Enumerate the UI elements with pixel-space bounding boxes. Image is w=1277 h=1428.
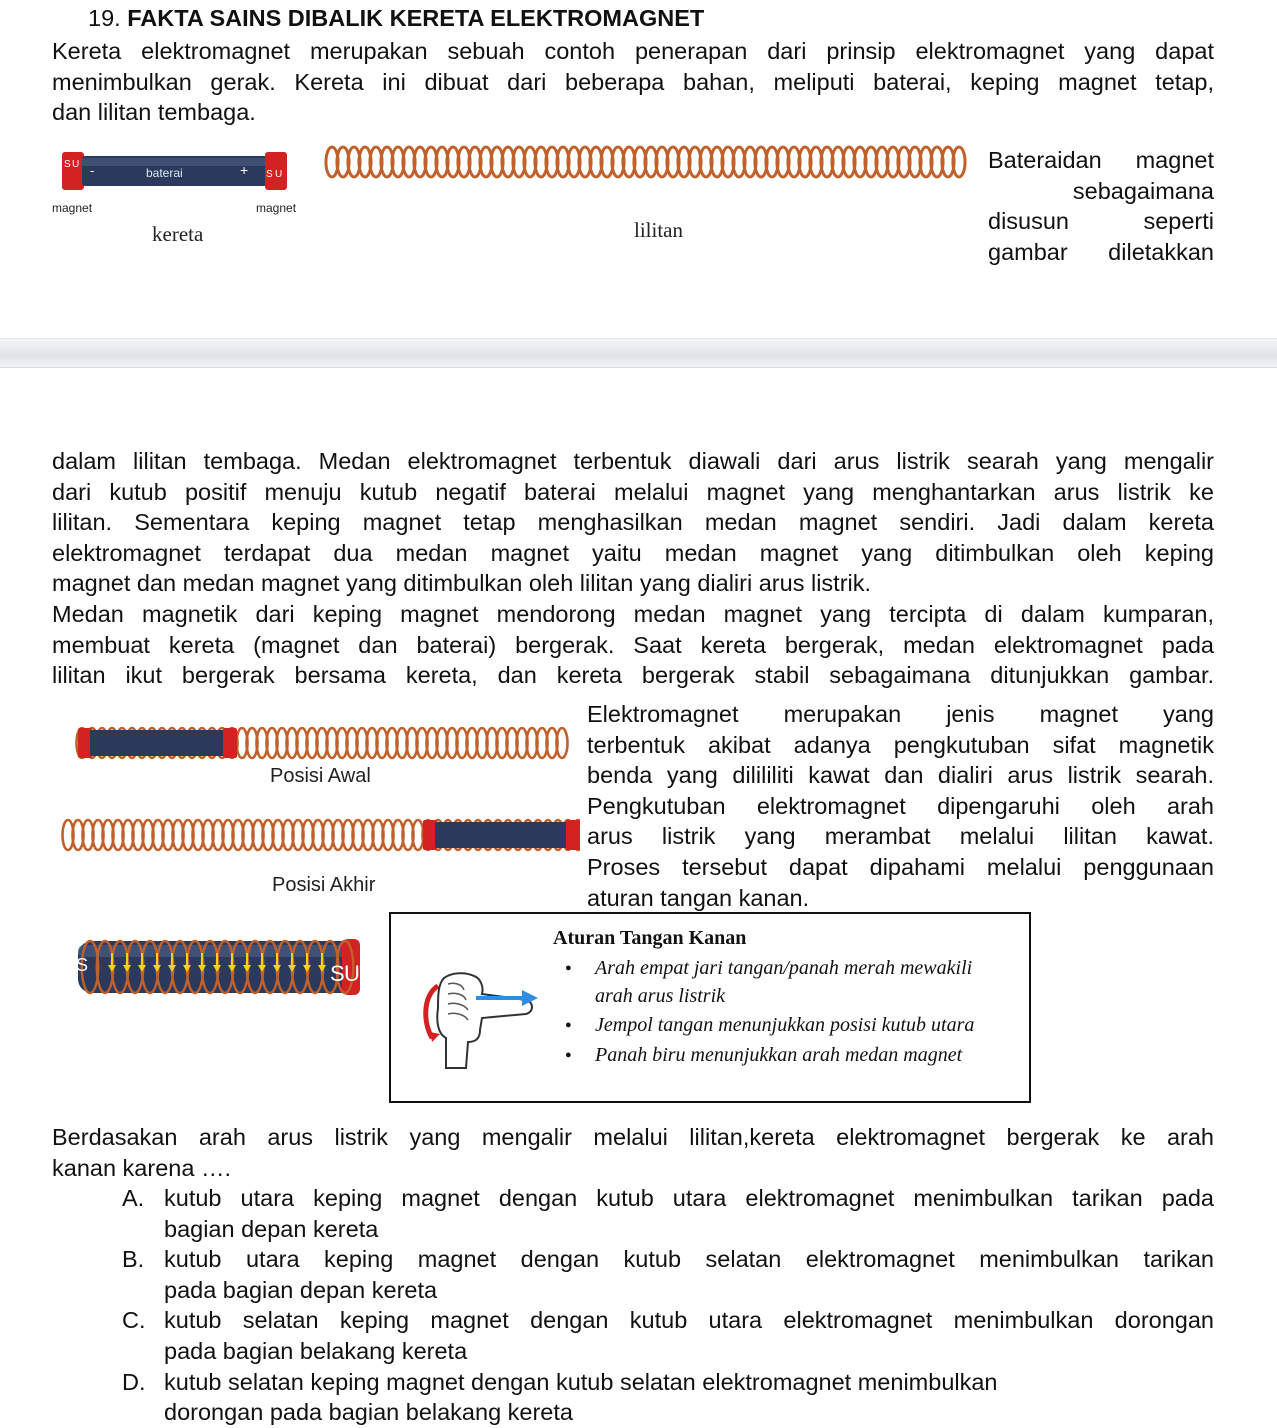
battery-label: baterai	[146, 166, 183, 180]
coil-graphic	[326, 147, 965, 177]
option-text: pada bagian belakang kereta	[164, 1337, 468, 1364]
coil-closeup-diagram	[72, 925, 372, 1005]
question-title	[88, 5, 704, 32]
posisi-awal-label: Posisi Awal	[270, 765, 371, 787]
train-label: kereta	[152, 222, 204, 246]
explanation-line: magnet dan medan magnet yang ditimbulkan oleh lilitan yang dialiri arus listrik.	[52, 570, 872, 597]
side2-line: Elektromagnet merupakan jenis magnet yang	[587, 701, 1214, 727]
option-letter: B.	[122, 1246, 145, 1273]
side2-line: terbentuk akibat adanya pengkutuban sifat magnetik	[587, 731, 1214, 758]
rule-item: ● Panah biru menunjukkan arah medan magnet	[565, 1042, 1005, 1070]
closeup-pole-s-right: S	[330, 961, 345, 986]
rule-item: ● Arah empat jari tangan/panah merah mewakili arah arus listrik	[565, 955, 1005, 1010]
hand-icon	[418, 968, 543, 1078]
option-text: bagian depan kereta	[164, 1215, 379, 1242]
magnet-label-right: magnet	[256, 201, 297, 215]
question-title-text: FAKTA SAINS DIBALIK KERETA ELEKTROMAGNET	[127, 5, 705, 31]
rule-title: Aturan Tangan Kanan	[553, 927, 747, 949]
side2-line: aturan tangan kanan.	[587, 884, 810, 911]
side2-line: arus listrik yang merambat melalui lilitan kawat.	[587, 823, 1214, 850]
train-graphic	[52, 152, 297, 246]
pole-s-label-right: S	[266, 169, 273, 180]
answer-options	[122, 1183, 1214, 1428]
magnet-label-left: magnet	[52, 201, 93, 215]
question-prompt	[52, 1122, 1214, 1183]
posisi-akhir-label: Posisi Akhir	[272, 874, 376, 896]
right-hand-drawing	[418, 968, 543, 1078]
explanation-line: lilitan ikut bergerak bersama kereta, dan kereta bergerak stabil sebagaimana ditunjukkan gambar.	[52, 662, 1214, 689]
side-line: gambar diletakkan	[988, 238, 1214, 265]
figure-train-coil	[52, 140, 982, 250]
side2-line: Proses tersebut dapat dipahami melalui penggunaan	[587, 853, 1214, 880]
intro-line: dan lilitan tembaga.	[52, 99, 256, 126]
pole-u-label-right: U	[275, 169, 283, 180]
train-coil-diagram	[52, 140, 982, 250]
side-line: disusun seperti	[988, 208, 1214, 235]
minus-sign: -	[90, 163, 95, 178]
question-number: 19.	[88, 5, 121, 31]
option-text: kutub utara keping magnet dengan kutub selatan elektromagnet menimbulkan tarikan	[164, 1246, 1214, 1273]
explanation-line: elektromagnet terdapat dua medan magnet yaitu medan magnet yang ditimbulkan oleh keping	[52, 539, 1214, 566]
explanation-line: Medan magnetik dari keping magnet mendorong medan magnet yang tercipta di dalam kumparan,	[52, 600, 1214, 627]
explanation-line: lilitan. Sementara keping magnet tetap menghasilkan medan magnet sendiri. Jadi dalam kereta	[52, 509, 1214, 536]
intro-line: Kereta elektromagnet merupakan sebuah contoh penerapan dari prinsip elektromagnet yang dapat	[52, 38, 1214, 64]
positions-diagram	[60, 700, 580, 900]
option-text: kutub selatan keping magnet dengan kutub selatan elektromagnet menimbulkan	[164, 1368, 998, 1395]
explanation-line: membuat kereta (magnet dan baterai) bergerak. Saat kereta bergerak, medan elektromagnet pada	[52, 631, 1214, 658]
option-text: dorongan pada bagian belakang kereta	[164, 1399, 573, 1426]
intro-line: menimbulkan gerak. Kereta ini dibuat dari beberapa bahan, meliputi baterai, keping magnet tetap,	[52, 68, 1214, 95]
closeup-pole-u-right: U	[344, 961, 360, 986]
train-initial-graphic	[78, 728, 237, 758]
explanation-paragraph	[52, 446, 1214, 691]
option-d[interactable]	[122, 1367, 1214, 1428]
option-b[interactable]	[122, 1244, 1214, 1305]
prompt-line: kanan karena ….	[52, 1154, 231, 1181]
option-a[interactable]	[122, 1183, 1214, 1244]
plus-sign: +	[240, 162, 249, 178]
option-letter: A.	[122, 1185, 145, 1211]
explanation-line: dalam lilitan tembaga. Medan elektromagnet terbentuk diawali dari arus listrik searah yang mengalir	[52, 448, 1214, 474]
option-text: pada bagian depan kereta	[164, 1276, 438, 1303]
prompt-line: Berdasakan arah arus listrik yang mengalir melalui lilitan,kereta elektromagnet bergerak ke arah	[52, 1124, 1214, 1150]
page-break-divider	[0, 338, 1277, 368]
intro-paragraph	[52, 36, 1214, 128]
coil-label: lilitan	[634, 218, 683, 242]
option-letter: C.	[122, 1307, 146, 1334]
side-text-2	[587, 699, 1214, 913]
option-letter: D.	[122, 1368, 146, 1395]
closeup-pole-s-left: S	[76, 955, 89, 975]
option-c[interactable]	[122, 1305, 1214, 1366]
explanation-line: dari kutub positif menuju kutub negatif baterai melalui magnet yang menghantarkan arus listrik ke	[52, 478, 1214, 505]
option-text: kutub selatan keping magnet dengan kutub utara elektromagnet menimbulkan dorongan	[164, 1307, 1214, 1334]
side2-line: Pengkutuban elektromagnet dipengaruhi oleh arah	[587, 792, 1214, 819]
left-magnet-shape	[62, 152, 84, 190]
side2-line: benda yang dilililiti kawat dan dialiri arus listrik searah.	[587, 762, 1214, 789]
rule-item: ● Jempol tangan menunjukkan posisi kutub utara	[565, 1012, 1005, 1040]
side-line: Bateraidan magnet	[988, 147, 1214, 173]
train-final-graphic	[423, 820, 580, 850]
figure-coil-closeup	[72, 925, 372, 1005]
figure-positions	[60, 700, 580, 900]
pole-s-label-left: S	[64, 159, 71, 170]
pole-u-label-left: U	[72, 159, 80, 170]
side-text-1	[988, 145, 1214, 267]
rule-items	[565, 955, 1005, 1069]
option-text: kutub utara keping magnet dengan kutub utara elektromagnet menimbulkan tarikan pada	[164, 1185, 1214, 1211]
side-line: sebagaimana	[1072, 177, 1214, 204]
